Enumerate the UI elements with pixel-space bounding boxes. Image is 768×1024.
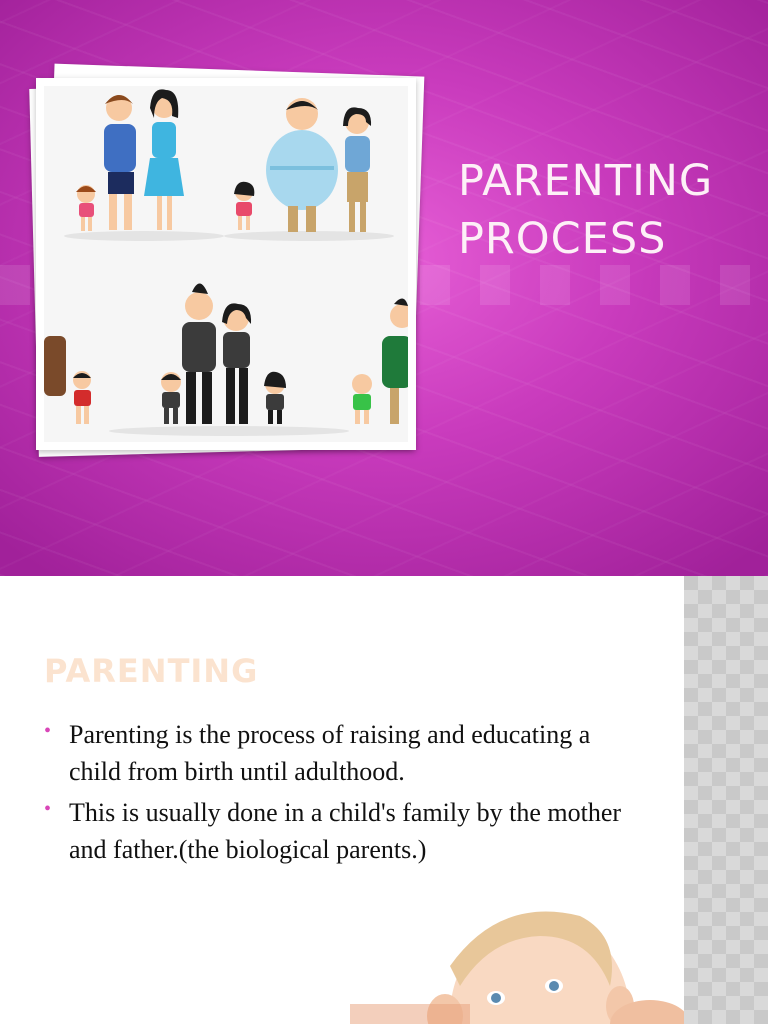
bullet-text: Parenting is the process of raising and educating a child from birth until adulthood. [69,720,591,786]
bullet-item [44,716,644,790]
bullet-dot-icon: • [44,720,52,742]
section-heading: PARENTING [44,652,259,690]
photo-stack [36,78,418,454]
photo-frame [36,78,416,450]
baby-photo-svg [350,906,684,1024]
family5-partial [352,298,408,424]
bullet-dot-icon: • [44,798,52,820]
bullet-item [44,794,644,868]
family2-dad [266,98,338,232]
family3-girl [264,372,286,424]
family3-dad [182,283,216,424]
bullet-text: This is usually done in a child's family by the mother and father.(the biological parents.) [69,798,622,864]
families-illustration [44,86,408,442]
baby-photo [350,906,684,1024]
slide-title [458,152,713,268]
family1-mom [144,89,184,230]
family2-girl [234,182,254,230]
families-illustration-svg [44,86,408,442]
family3-mom [222,303,251,424]
content-slide [0,576,768,1024]
family4-partial [44,336,91,424]
family1-dad [104,95,136,230]
family2-mom [343,107,371,232]
title-line-2: PROCESS [458,214,667,264]
title-line-1: PARENTING [458,156,714,206]
bullet-list [44,716,644,872]
family3-boy [161,372,181,424]
family1-girl [76,185,96,231]
side-pattern [684,576,768,1024]
